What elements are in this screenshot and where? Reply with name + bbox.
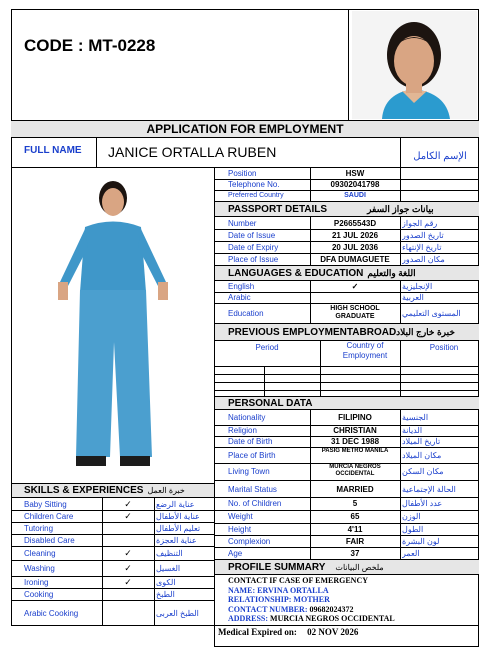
profile-header <box>215 560 479 574</box>
position-value: HSW <box>345 169 365 178</box>
skills-header <box>12 484 214 497</box>
row-divider <box>214 265 479 266</box>
skill-label: Tutoring <box>24 523 54 533</box>
passport-row-value: 21 JUL 2026 <box>331 230 379 240</box>
contact-number: 09682024372 <box>309 604 354 614</box>
row-divider <box>214 559 479 560</box>
passport-row-ar: مكان الصدور <box>402 254 445 264</box>
employment-col-period: Period <box>255 342 279 352</box>
languages-title: LANGUAGES & EDUCATION <box>228 267 364 279</box>
skills-title-ar: خبرة العمل <box>147 486 185 495</box>
employment-col-country: Country of Employment <box>342 341 388 360</box>
full-name-ar: الإسم الكامل <box>413 151 467 162</box>
form-title: APPLICATION FOR EMPLOYMENT <box>11 121 479 137</box>
personal-row-value: 31 DEC 1988 <box>330 437 380 446</box>
personal-row-ar: عدد الأطفال <box>402 499 443 508</box>
education-ar: المستوى التعليمي <box>402 308 461 318</box>
passport-row-ar: رقم الجواز <box>402 218 438 228</box>
skill-label: Cleaning <box>24 548 56 558</box>
languages-header <box>215 266 479 280</box>
contact-name-row: NAME: ERVINA ORTALLA <box>228 585 329 595</box>
passport-row-ar: تاريخ الإنتهاء <box>402 242 442 252</box>
personal-row-label: Height <box>228 524 252 534</box>
passport-row-label: Date of Issue <box>228 230 276 240</box>
skill-check: ✓ <box>124 562 132 573</box>
passport-row-value: 20 JUL 2036 <box>331 242 379 252</box>
skill-ar: عناية الرضع <box>156 499 195 509</box>
passport-row-label: Date of Expiry <box>228 242 279 252</box>
personal-row-value: 4'11 <box>347 524 363 534</box>
skill-ar: الطبخ العربى <box>156 608 199 618</box>
contact-number-row: CONTACT NUMBER: 09682024372 <box>228 604 354 614</box>
passport-row-label: Number <box>228 218 257 228</box>
row-divider <box>214 480 479 481</box>
skill-ar: عناية الأطفال <box>156 511 200 521</box>
personal-row-value: 5 <box>352 499 358 508</box>
personal-row-ar: لون البشرة <box>402 536 440 546</box>
skill-ar: الكوى <box>156 577 176 587</box>
arabic-label: Arabic <box>228 293 251 302</box>
education-value: HIGH SCHOOL GRADUATE <box>330 305 380 320</box>
personal-row-value: PASIG METRO MANILA <box>321 448 389 454</box>
personal-row-value: MARRIED <box>336 485 374 494</box>
passport-title-ar: بيانات جواز السفر <box>367 203 434 214</box>
col-divider <box>102 497 103 626</box>
english-ar: الإنجليزية <box>402 282 433 291</box>
english-value: ✓ <box>351 282 359 291</box>
employment-col-position: Position <box>429 342 459 352</box>
personal-row-ar: الحالة الإجتماعية <box>402 485 456 494</box>
skill-label: Children Care <box>24 511 74 521</box>
medical-row <box>218 627 358 637</box>
personal-header <box>215 397 479 409</box>
personal-row-value: FILIPINO <box>338 413 372 422</box>
skill-ar: الغسيل <box>156 563 181 573</box>
personal-row-ar: الديانة <box>402 426 423 435</box>
full-name-value: JANICE ORTALLA RUBEN <box>108 144 277 160</box>
skill-label: Arabic Cooking <box>24 608 79 618</box>
english-label: English <box>228 282 255 291</box>
personal-row-label: Marital Status <box>228 485 277 494</box>
personal-row-ar: مكان السكن <box>402 467 444 476</box>
preferred-country-label: Preferred Country <box>228 192 284 199</box>
passport-row-ar: تاريخ الصدور <box>402 230 444 240</box>
preferred-country-value: SAUDI <box>344 192 366 199</box>
full-body-photo <box>40 172 190 472</box>
employment-title-ar: خبرة خارج البلاد <box>396 326 455 337</box>
personal-row-value: CHRISTIAN <box>333 426 377 435</box>
skill-check: ✓ <box>124 576 132 587</box>
passport-header <box>215 202 479 216</box>
personal-row-value: 37 <box>350 548 360 558</box>
skill-label: Ironing <box>24 577 49 587</box>
employment-header <box>215 324 479 340</box>
personal-row-ar: العمر <box>402 548 420 558</box>
personal-row-ar: تاريخ الميلاد <box>402 437 441 446</box>
personal-row-ar: الجنسية <box>402 413 429 422</box>
arabic-ar: العربية <box>402 293 424 302</box>
languages-title-ar: اللغة والتعليم <box>367 267 416 278</box>
personal-row-label: Religion <box>228 426 257 435</box>
arabic-value <box>310 292 400 303</box>
skill-check <box>102 534 154 546</box>
employment-title: PREVIOUS EMPLOYMENTABROAD <box>228 326 397 338</box>
profile-title: PROFILE SUMMARY <box>228 561 326 573</box>
contact-block <box>228 576 395 624</box>
skills-title: SKILLS & EXPERIENCES <box>24 485 144 496</box>
skill-label: Disabled Care <box>24 535 75 545</box>
full-name-label: FULL NAME <box>24 145 82 156</box>
personal-row-label: Weight <box>228 512 253 521</box>
skill-ar: الطبخ <box>156 589 175 599</box>
code-label: CODE : MT-0228 <box>24 36 156 55</box>
contact-address-row: ADDRESS: MURCIA NEGROS OCCIDENTAL <box>228 614 395 623</box>
personal-row-ar: مكان الميلاد <box>402 450 442 460</box>
personal-row-ar: الوزن <box>402 512 421 521</box>
col-divider <box>310 216 311 265</box>
skill-check <box>102 600 154 626</box>
personal-row-ar: الطول <box>402 524 424 534</box>
telephone-label: Telephone No. <box>228 180 280 189</box>
personal-row-label: Living Town <box>228 467 270 476</box>
col-divider <box>400 216 401 265</box>
position-label: Position <box>228 169 257 178</box>
personal-row-value: FAIR <box>345 536 365 546</box>
medical-value: 02 NOV 2026 <box>307 627 359 637</box>
personal-row-label: Complexion <box>228 536 271 546</box>
skill-check <box>102 588 154 600</box>
profile-title-ar: ملخص البيانات <box>335 562 384 572</box>
skill-label: Washing <box>24 563 55 573</box>
skill-label: Baby Sitting <box>24 499 67 509</box>
skill-check: ✓ <box>124 547 132 558</box>
contact-title: CONTACT IF CASE OF EMERGENCY <box>228 576 369 585</box>
personal-row-label: Nationality <box>228 413 266 422</box>
skill-label: Cooking <box>24 589 54 599</box>
passport-row-label: Place of Issue <box>228 254 279 264</box>
contact-address: MURCIA NEGROS OCCIDENTAL <box>270 614 395 623</box>
personal-row-value: 65 <box>350 512 360 521</box>
skill-check: ✓ <box>124 510 132 521</box>
skill-check <box>102 522 154 534</box>
contact-name: ERVINA ORTALLA <box>257 585 329 595</box>
skill-ar: تعليم الأطفال <box>156 523 201 533</box>
contact-relationship: MOTHER <box>293 595 330 604</box>
personal-title: PERSONAL DATA <box>228 397 313 409</box>
headshot-photo <box>352 11 477 119</box>
col-divider <box>154 497 155 626</box>
skill-check: ✓ <box>124 498 132 509</box>
contact-relationship-row: RELATIONSHIP: MOTHER <box>228 595 330 604</box>
personal-row-label: Age <box>228 548 243 558</box>
passport-title: PASSPORT DETAILS <box>228 203 328 215</box>
skill-ar: التنظيف <box>156 548 183 558</box>
col-divider <box>400 409 401 559</box>
personal-row-label: No. of Children <box>228 499 282 508</box>
personal-row-label: Place of Birth <box>228 450 276 460</box>
skill-ar: عناية العجزة <box>156 535 197 545</box>
personal-row-value: MURCIA NEGROS OCCIDENTAL <box>329 464 381 477</box>
telephone-value: 09302041798 <box>330 180 380 189</box>
education-label: Education <box>228 308 264 318</box>
col-divider <box>310 409 311 559</box>
medical-label: Medical Expired on: <box>218 627 297 637</box>
personal-row-label: Date of Birth <box>228 437 273 446</box>
passport-row-value: P2665543D <box>333 218 377 228</box>
passport-row-value: DFA DUMAGUETE <box>320 254 390 264</box>
